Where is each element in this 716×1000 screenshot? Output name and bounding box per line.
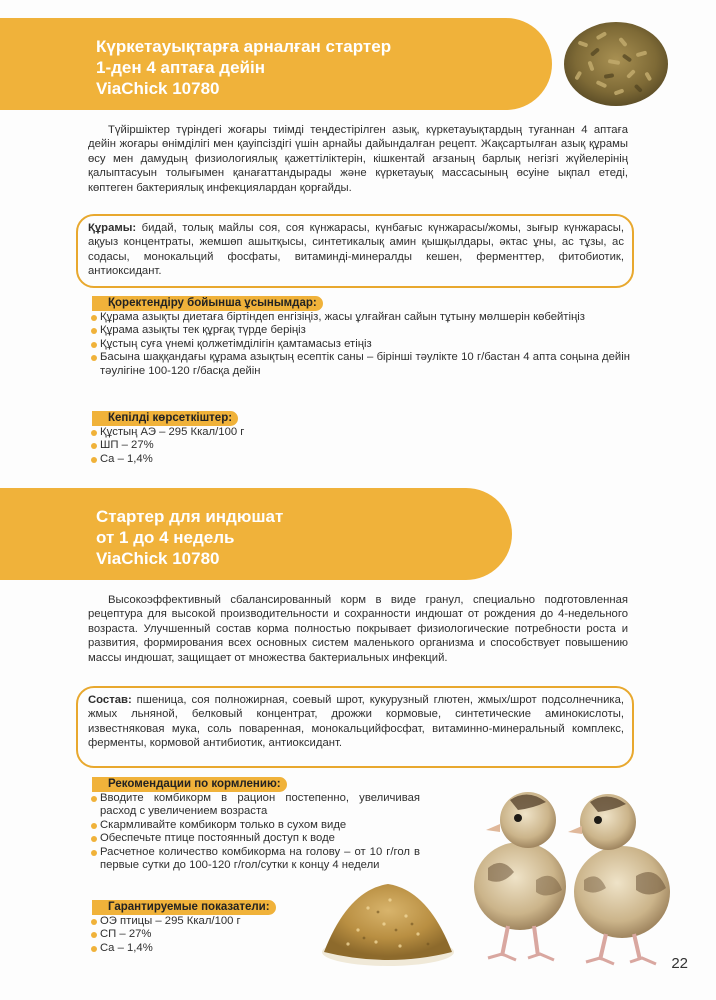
poult-left <box>474 792 566 960</box>
list-item: Құстың суға үнемі қолжетімділігін қамтамасыз етіңіз <box>90 338 630 351</box>
list-item: Расчетное количество комбикорма на голову – от 10 г/гол в первые сутки до 100-120 г/гол/сутки к концу 4 недели <box>90 846 420 873</box>
feed-pile-image <box>318 872 458 968</box>
list-item: Басына шаққандағы құрама азықтың есептік саны – бірінші тәулікте 10 г/бастан 4 апта соңына дейін тәулігіне 100-120 г/басқа дейін <box>90 351 630 378</box>
kz-composition-text: бидай, толық майлы соя, соя күнжарасы, күнбағыс күнжарасы/жомы, зығыр күнжарасы, ақуыз концентраты, жемшөп ашытқысы, синтетикалық амин қышқылдары, әктас ұны, ас тұзы, ас содасы, монокальций фосфаты, витаминді-минералды кешен, ферменттер, фитобиотик, антиоксидант. <box>88 222 624 278</box>
kz-composition-label: Құрамы: <box>88 222 137 234</box>
ru-composition-box <box>76 686 634 768</box>
ru-recommendations-title: Рекомендации по кормлению: <box>92 777 287 792</box>
kz-title-line: 1-ден 4 аптаға дейін <box>96 58 265 77</box>
list-item: Құрама азықты тек құрғақ түрде беріңіз <box>90 324 630 337</box>
ru-title-line: ViaChick 10780 <box>96 549 220 568</box>
kz-guaranteed-title: Кепілді көрсеткіштер: <box>92 411 238 426</box>
list-item: СП – 27% <box>90 928 310 941</box>
kz-recommendations-list <box>90 311 630 378</box>
poult-right <box>568 794 670 964</box>
ru-composition-label: Состав: <box>88 694 132 706</box>
kz-title-line: Күркетауықтарға арналған стартер <box>96 37 392 56</box>
turkey-poults-image <box>458 768 688 968</box>
list-item: Ca – 1,4% <box>90 453 390 466</box>
kz-guaranteed-list <box>90 426 390 466</box>
ru-guaranteed-title: Гарантируемые показатели: <box>92 900 276 915</box>
ru-title <box>96 506 283 569</box>
page-number: 22 <box>671 955 688 972</box>
kz-title-banner <box>0 18 552 110</box>
ru-recommendations-list <box>90 792 420 872</box>
kz-recommendations-title: Қоректендіру бойынша ұсынымдар: <box>92 296 323 311</box>
list-item: ОЭ птицы – 295 Ккал/100 г <box>90 915 310 928</box>
kz-title-line: ViaChick 10780 <box>96 79 220 98</box>
ru-title-line: от 1 до 4 недель <box>96 528 235 547</box>
list-item: Құстың АЭ – 295 Ккал/100 г <box>90 426 390 439</box>
list-item: Құрама азықты диетаға біртіндеп енгізіңіз, жасы ұлғайған сайын тұтыну мөлшерін көбейтіңіз <box>90 311 630 324</box>
kz-intro: Түйіршіктер түріндегі жоғары тиімді теңдестірілген азық, күркетауықтардың туғаннан 4 аптаға дейін жоғары өнімділігі мен қауіпсіздігі үшін арнайы дайындалған рецепт. Жақсартылған азық құрамы өсу мен дамудың физиологиялық қажеттіліктерін, кішкентай ағзаның барлық негізгі жүйелерінің қалыптасуын толығымен қанағаттандырады және күркетауық массасының өсуіне ықпал етеді, көптеген бактериялық инфекциялардан қорғайды. <box>88 124 628 194</box>
ru-title-banner <box>0 488 512 580</box>
list-item: Вводите комбикорм в рацион постепенно, увеличивая расход с увеличением возраста <box>90 792 420 819</box>
list-item: Ca – 1,4% <box>90 942 310 955</box>
ru-intro: Высокоэффективный сбалансированный корм в виде гранул, специально подготовленная рецептура для высокой производительности и сохранности индюшат от рождения до 4-недельного возраста. Улучшенный состав корма полностью покрывает физиологические потребности роста и развития, формирования всех основных систем маленького организма и способствует повышению массы индюшат, защищает от множества бактериальных инфекций. <box>88 594 628 664</box>
list-item: Обеспечьте птице постоянный доступ к воде <box>90 832 420 845</box>
pellets-image <box>556 12 676 112</box>
kz-composition-box <box>76 214 634 288</box>
list-item: ШП – 27% <box>90 439 390 452</box>
kz-title <box>96 36 391 99</box>
ru-composition-text: пшеница, соя полножирная, соевый шрот, кукурузный глютен, жмых/шрот подсолнечника, жмых льняной, белковый концентрат, дрожжи кормовые, синтетические аминокислоты, известняковая мука, соль поваренная, монокальцийфосфат, витаминно-минеральный комплекс, ферменты, кормовой антибиотик, антиоксидант. <box>88 694 624 750</box>
list-item: Скармливайте комбикорм только в сухом виде <box>90 819 420 832</box>
ru-title-line: Стартер для индюшат <box>96 507 284 526</box>
ru-guaranteed-list <box>90 915 310 955</box>
